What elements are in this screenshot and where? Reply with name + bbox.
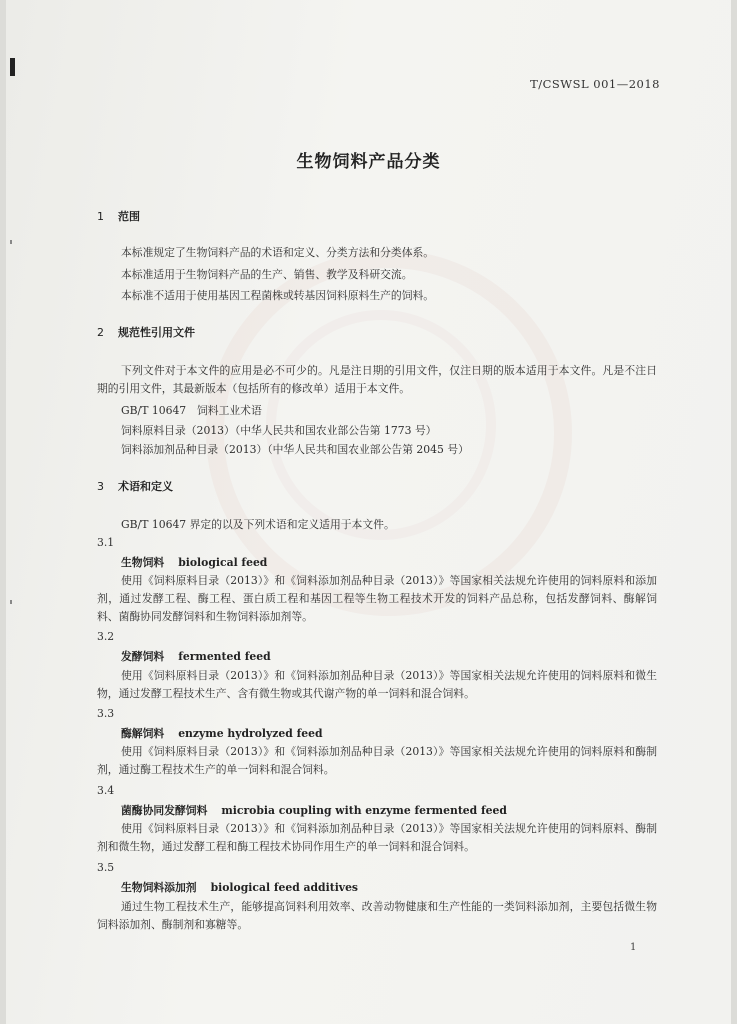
section-heading-scope <box>97 208 140 224</box>
section-heading-normative-refs <box>97 324 195 340</box>
reference-item: 饲料添加剂品种目录（2013）（中华人民共和国农业部公告第 2045 号） <box>121 443 469 456</box>
scan-edge-mark <box>10 58 15 76</box>
section-title: 规范性引用文件 <box>118 326 195 339</box>
paragraph: 下列文件对于本文件的应用是必不可少的。凡是注日期的引用文件，仅注日期的版本适用于本文件。凡是不注日期的引用文件，其最新版本（包括所有的修改单）适用于本文件。 <box>97 364 657 395</box>
paragraph: 本标准适用于生物饲料产品的生产、销售、教学及科研交流。 <box>121 268 413 281</box>
term-zh: 生物饲料 <box>121 556 165 569</box>
term-zh: 生物饲料添加剂 <box>121 881 197 894</box>
clause-number: 3.5 <box>97 861 115 874</box>
term-en: enzyme hydrolyzed feed <box>178 727 323 740</box>
term-en: microbia coupling with enzyme fermented feed <box>221 804 507 817</box>
scan-edge-dot <box>10 600 12 604</box>
section-title: 术语和定义 <box>118 480 173 493</box>
term-en: fermented feed <box>178 650 271 663</box>
clause-number: 3.3 <box>97 707 115 720</box>
section-title: 范围 <box>118 210 140 223</box>
section-number: 3 <box>97 480 104 493</box>
term-heading <box>121 726 323 741</box>
term-en: biological feed additives <box>210 881 359 894</box>
reference-item: GB/T 10647 饲料工业术语 <box>121 404 262 417</box>
term-definition: 通过生物工程技术生产，能够提高饲料利用效率、改善动物健康和生产性能的一类饲料添加剂，主要包括微生物饲料添加剂、酶制剂和寡糖等。 <box>97 900 657 931</box>
section-heading-terms <box>97 478 173 494</box>
section-number: 2 <box>97 326 104 339</box>
page-number: 1 <box>630 942 637 953</box>
term-definition: 使用《饲料原料目录（2013）》和《饲料添加剂品种目录（2013）》等国家相关法规允许使用的饲料原料和添加剂，通过发酵工程、酶工程、蛋白质工程和基因工程等生物工程技术开发的饲料产品总称，包括发酵饲料、酶解饲料、菌酶协同发酵饲料和生物饲料添加剂等。 <box>97 574 657 623</box>
paragraph: 本标准规定了生物饲料产品的术语和定义、分类方法和分类体系。 <box>121 246 435 259</box>
term-heading <box>121 649 271 664</box>
scan-edge-dot <box>10 240 12 244</box>
page-title: 生物饲料产品分类 <box>296 152 441 172</box>
term-en: biological feed <box>178 556 268 569</box>
term-zh: 发酵饲料 <box>121 650 165 663</box>
term-definition: 使用《饲料原料目录（2013）》和《饲料添加剂品种目录（2013）》等国家相关法规允许使用的饲料原料和微生物，通过发酵工程技术生产、含有微生物或其代谢产物的单一饲料和混合饲料。 <box>97 669 657 700</box>
term-definition: 使用《饲料原料目录（2013）》和《饲料添加剂品种目录（2013）》等国家相关法规允许使用的饲料原料和酶制剂，通过酶工程技术生产的单一饲料和混合饲料。 <box>97 745 657 776</box>
term-zh: 酶解饲料 <box>121 727 165 740</box>
term-definition: 使用《饲料原料目录（2013）》和《饲料添加剂品种目录（2013）》等国家相关法规允许使用的饲料原料、酶制剂和微生物，通过发酵工程和酶工程技术协同作用生产的单一饲料和混合饲料。 <box>97 822 657 853</box>
term-heading <box>121 555 267 570</box>
term-zh: 菌酶协同发酵饲料 <box>121 804 208 817</box>
term-heading <box>121 880 358 895</box>
clause-number: 3.2 <box>97 630 115 643</box>
paragraph: 本标准不适用于使用基因工程菌株或转基因饲料原料生产的饲料。 <box>121 289 435 302</box>
paragraph: GB/T 10647 界定的以及下列术语和定义适用于本文件。 <box>121 518 395 531</box>
doc-code: T/CSWSL 001—2018 <box>530 77 660 91</box>
reference-item: 饲料原料目录（2013）（中华人民共和国农业部公告第 1773 号） <box>121 424 437 437</box>
clause-number: 3.4 <box>97 784 115 797</box>
clause-number: 3.1 <box>97 536 115 549</box>
term-heading <box>121 803 507 818</box>
section-number: 1 <box>97 210 104 223</box>
